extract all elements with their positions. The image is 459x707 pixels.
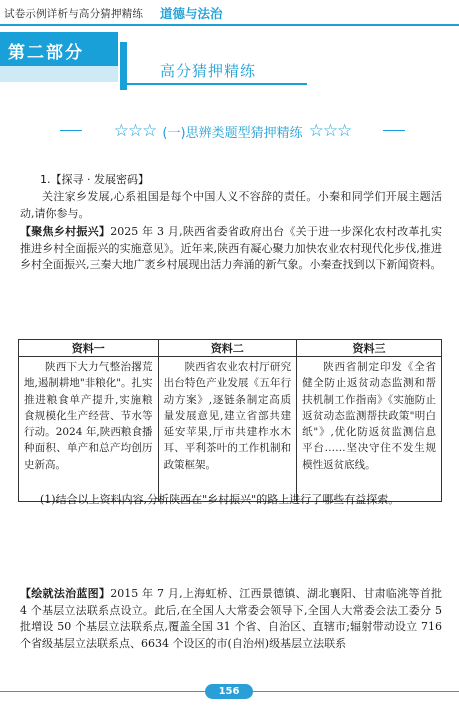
header-rule [0,24,459,26]
part-underline [127,83,307,85]
table-header-1: 资料一 [19,340,159,357]
section2-paragraph [20,586,442,652]
part-banner-shade [0,66,118,82]
question-number: 1.【探寻 · 发展密码】 [40,173,149,186]
table-cell-1: 陕西下大力气整治撂荒地,遏制耕地"非粮化"。扎实推进粮食单产提升,实施粮食规模化生产经营、节水等行动。2024 年,陕西粮食播种面积、单产和总产均创历史新高。 [19,357,159,502]
table-header-3: 资料三 [297,340,442,357]
heading-rule-right [383,130,405,131]
question-intro: 关注家乡发展,心系祖国是每个中国人义不容辞的责任。小秦和同学们开展主题活动,请你参与。 [20,190,442,220]
section-heading [60,121,405,141]
focus-paragraph [20,224,442,274]
sub-question: (1)结合以上资料内容,分析陕西在"乡村振兴"的路上进行了哪些有益探索。 [40,493,400,506]
part-subtitle: 高分猜押精练 [160,62,257,80]
star-icon-group-left: ☆☆☆ [113,120,157,141]
table-cell-2: 陕西省农业农村厅研究出台特色产业发展《五年行动方案》,逐链条制定高质量发展意见,建立省部共建延安苹果,厅市共建柞水木耳、平利茶叶的工作机制和政策框架。 [158,357,297,502]
table-header-2: 资料二 [158,340,297,357]
focus-tag: 【聚焦乡村振兴】 [20,225,111,238]
section2-tag: 【绘就法治蓝图】 [20,587,111,600]
footer-rule-right [253,691,459,692]
star-icon-group-right: ☆☆☆ [308,120,352,141]
page-number: 156 [205,684,253,699]
footer-rule-left [0,691,205,692]
part-label: 第二部分 [8,43,84,63]
part-vertical-bar [120,42,127,90]
section-title: (一)思辨类题型猜押精练 [162,125,303,141]
focus-text: 2025 年 3 月,陕西省委省政府出台《关于进一步深化农村改革扎实推进乡村全面振兴的实施意见》。近年来,陕西有凝心聚力加快农业农村现代化步伐,推进乡村全面振兴,三秦大地广袤乡村展现出活力奔涌的新气象。小秦查找到以下新闻资料。 [20,225,443,271]
section2-text: 2015 年 7 月,上海虹桥、江西景德镇、湖北襄阳、甘肃临洮等首批 4 个基层立法联系点设立。此后,在全国人大常委会领导下,全国人大常委会法工委分 5 批增设 50 个基层立法联系点,覆盖全国 31 个省、自治区、直辖市;辐射带动设立 716 个省级基层立法联系点、6634 个设区的市(自治州)级基层立法联系 [20,587,443,650]
table-cell-3: 陕西省制定印发《全省健全防止返贫动态监测和帮扶机制工作指南》《实施防止返贫动态监测帮扶政策"明白纸"》,优化防返贫监测信息平台……坚决守住不发生规模性返贫底线。 [297,357,442,502]
heading-rule-left [60,130,82,131]
materials-table [18,339,442,502]
subject-label: 道德与法治 [160,6,223,21]
book-title: 试卷示例详析与高分猜押精练 [4,8,144,20]
